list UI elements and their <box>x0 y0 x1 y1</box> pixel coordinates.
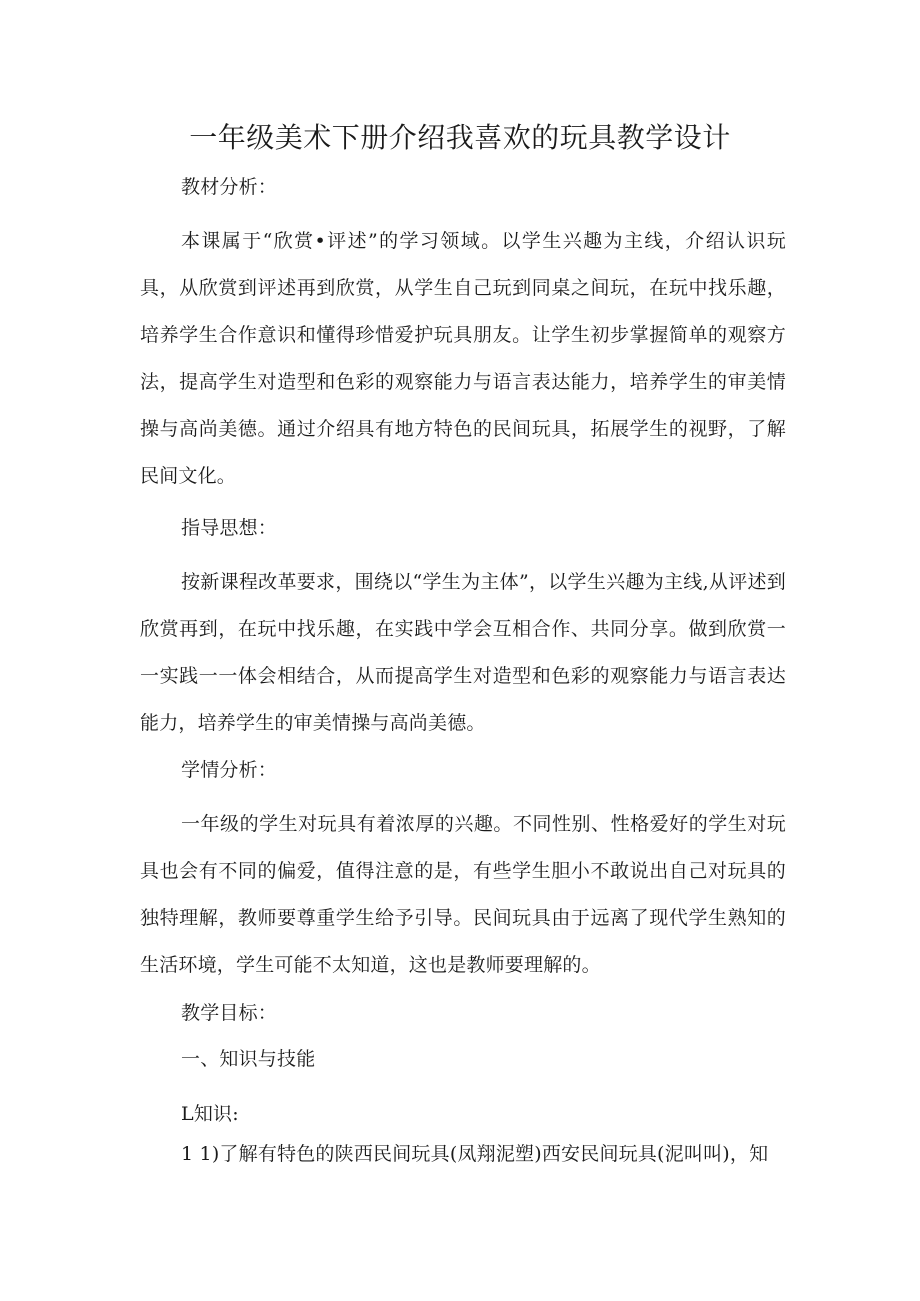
material-analysis-heading: 教材分析： <box>181 176 278 198</box>
guiding-thought-heading: 指导思想： <box>181 517 278 539</box>
teaching-goals-heading: 教学目标： <box>181 1002 278 1024</box>
goal-knowledge-skills: 一、知识与技能 <box>181 1048 316 1070</box>
knowledge-item-1: 1 1)了解有特色的陕西民间玩具(凤翔泥塑)西安民间玩具(泥叫叫)，知 <box>181 1143 769 1165</box>
document-title: 一年级美术下册介绍我喜欢的玩具教学设计 <box>189 121 731 154</box>
learner-analysis-heading: 学情分析： <box>181 759 278 781</box>
material-analysis-paragraph: 本课属于“欣赏•评述”的学习领域。以学生兴趣为主线，介绍认识玩具，从欣赏到评述再到欣赏，从学生自己玩到同桌之间玩，在玩中找乐趣，培养学生合作意识和懂得珍惜爱护玩具朋友。让学生初步掌握简单的观察方法，提高学生对造型和色彩的观察能力与语言表达能力，培养学生的审美情操与高尚美德。通过介绍具有地方特色的民间玩具，拓展学生的视野，了解民间文化。 <box>140 230 786 487</box>
guiding-thought-paragraph: 按新课程改革要求，围绕以“学生为主体”，以学生兴趣为主线,从评述到欣赏再到，在玩中找乐趣，在实践中学会互相合作、共同分享。做到欣赏一一实践一一体会相结合，从而提高学生对造型和色彩的观察能力与语言表达能力，培养学生的审美情操与高尚美德。 <box>140 571 786 734</box>
knowledge-label: L知识: <box>181 1103 239 1125</box>
learner-analysis-paragraph: 一年级的学生对玩具有着浓厚的兴趣。不同性别、性格爱好的学生对玩具也会有不同的偏爱，值得注意的是，有些学生胆小不敢说出自己对玩具的独特理解，教师要尊重学生给予引导。民间玩具由于远离了现代学生熟知的生活环境，学生可能不太知道，这也是教师要理解的。 <box>140 813 786 976</box>
